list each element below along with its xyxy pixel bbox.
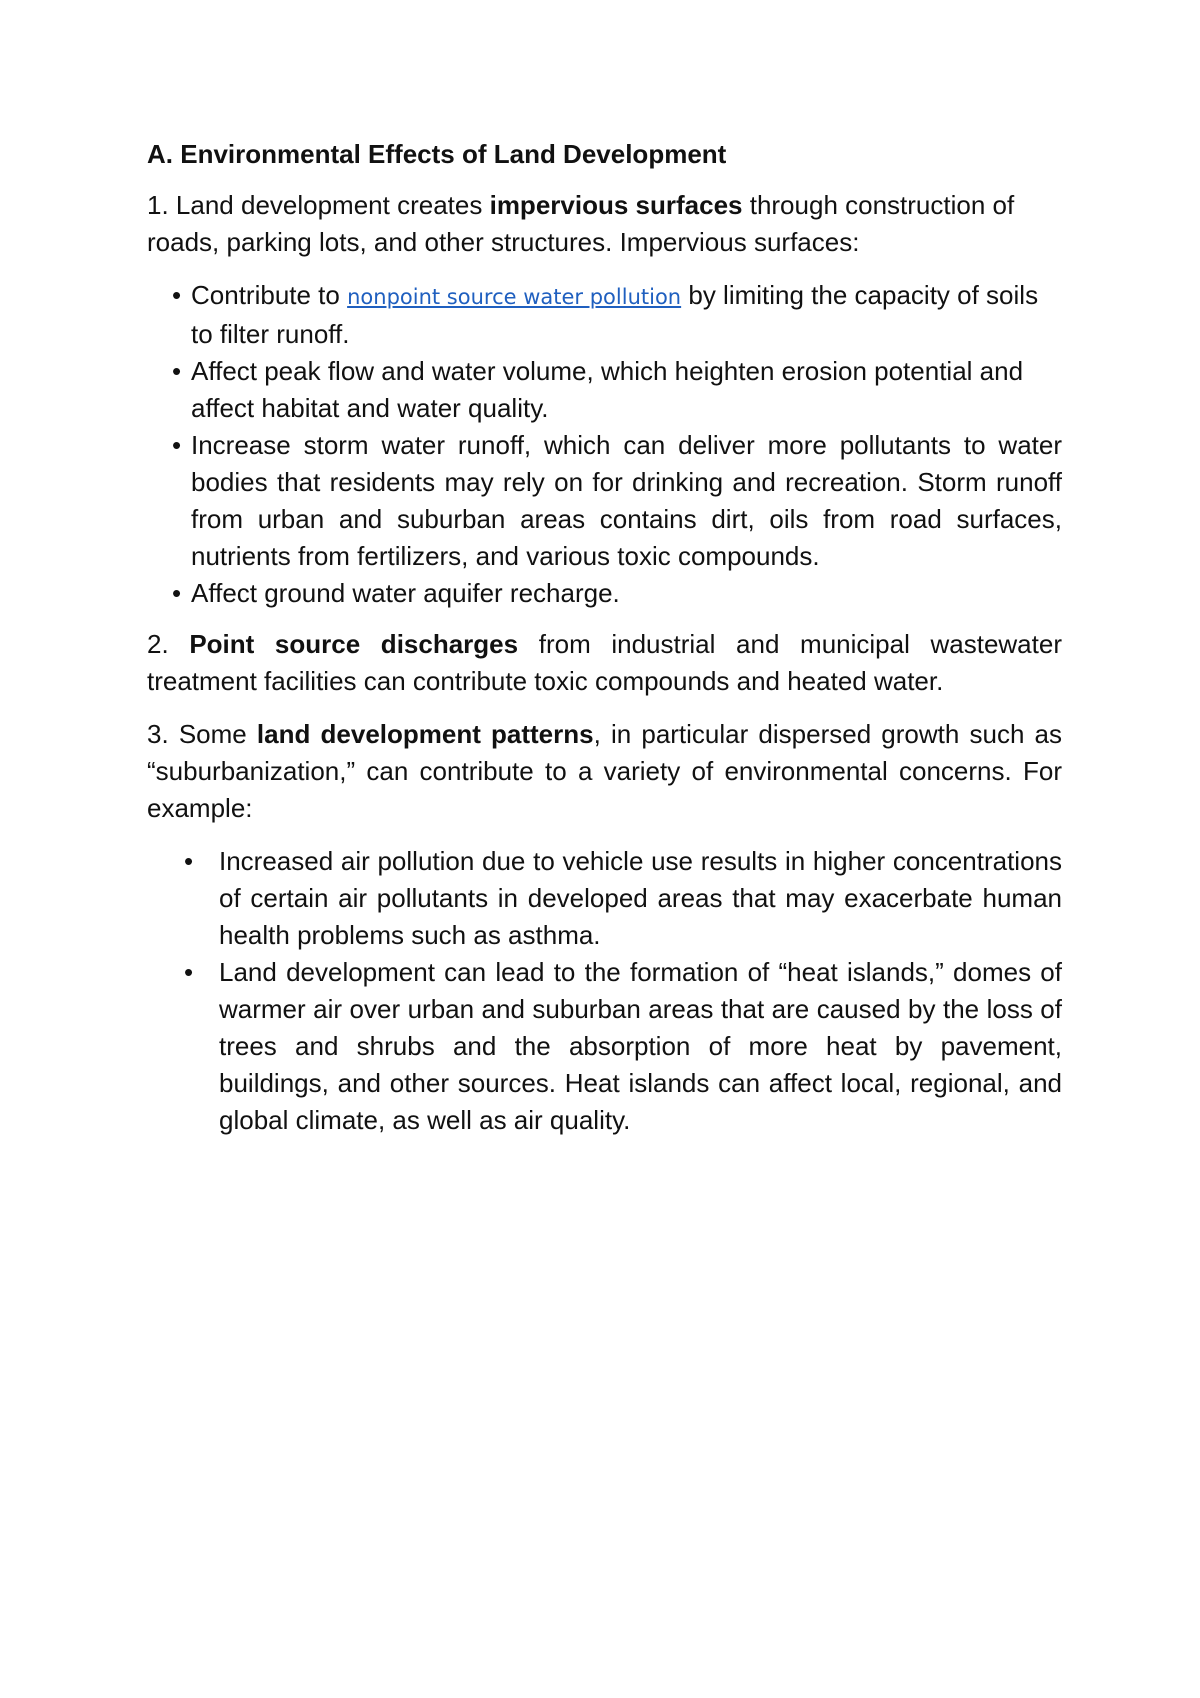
bold-term: impervious surfaces — [489, 190, 743, 220]
bullet-icon: • — [172, 280, 182, 310]
list-item-text: Increase storm water runoff, which can deliver more pollutants to water bodies that residents may rely on for drinking and recreation. Storm runoff from urban and suburban areas contains dirt, oils from road surfaces, nutrients from fertilizers, and various toxic compounds. — [191, 430, 1062, 571]
paragraph-number: 3. — [147, 719, 169, 749]
list-item — [147, 843, 1062, 954]
list-item-text: Contribute to — [191, 280, 340, 310]
nonpoint-pollution-link[interactable]: nonpoint source water pollution — [347, 285, 682, 309]
paragraph-1 — [147, 187, 1062, 261]
impervious-effects-list — [147, 277, 1062, 612]
development-concerns-list — [147, 843, 1062, 1139]
paragraph-number: 1. — [147, 190, 169, 220]
paragraph-text: Land development creates — [175, 190, 483, 220]
bold-term: Point source discharges — [189, 629, 519, 659]
list-item-text: by limiting the capacity of soils to filter runoff. — [191, 280, 1039, 349]
paragraph-text: through construction of roads, parking lots, and other structures. Impervious surfaces: — [147, 190, 1015, 257]
list-item — [147, 427, 1062, 575]
list-item — [147, 575, 1062, 612]
list-item — [147, 353, 1062, 427]
list-item — [147, 277, 1062, 353]
paragraph-2 — [147, 626, 1062, 700]
paragraph-text: from industrial and municipal wastewater treatment facilities can contribute toxic compounds and heated water. — [147, 629, 1062, 696]
bold-term: land development patterns — [256, 719, 594, 749]
list-item-text: Increased air pollution due to vehicle use results in higher concentrations of certain air pollutants in developed areas that may exacerbate human health problems such as asthma. — [219, 846, 1062, 950]
list-item-text: Land development can lead to the formation of “heat islands,” domes of warmer air over urban and suburban areas that are caused by the loss of trees and shrubs and the absorption of more heat by pavement, buildings, and other sources. Heat islands can affect local, regional, and global climate, as well as air quality. — [219, 957, 1062, 1135]
bullet-icon: • — [184, 957, 194, 987]
list-item-text: Affect peak flow and water volume, which heighten erosion potential and affect habitat and water quality. — [191, 356, 1024, 423]
paragraph-number: 2. — [147, 629, 169, 659]
document-page — [147, 136, 1062, 1153]
list-item-text: Affect ground water aquifer recharge. — [191, 578, 620, 608]
paragraph-text: Some — [178, 719, 247, 749]
bullet-icon: • — [184, 846, 194, 876]
list-item — [147, 954, 1062, 1139]
bullet-icon: • — [172, 578, 182, 608]
section-heading: A. Environmental Effects of Land Development — [147, 139, 727, 169]
paragraph-text: , in particular dispersed growth such as “suburbanization,” can contribute to a variety of environmental concerns. For example: — [147, 719, 1063, 823]
bullet-icon: • — [172, 356, 182, 386]
paragraph-3 — [147, 716, 1062, 827]
bullet-icon: • — [172, 430, 182, 460]
